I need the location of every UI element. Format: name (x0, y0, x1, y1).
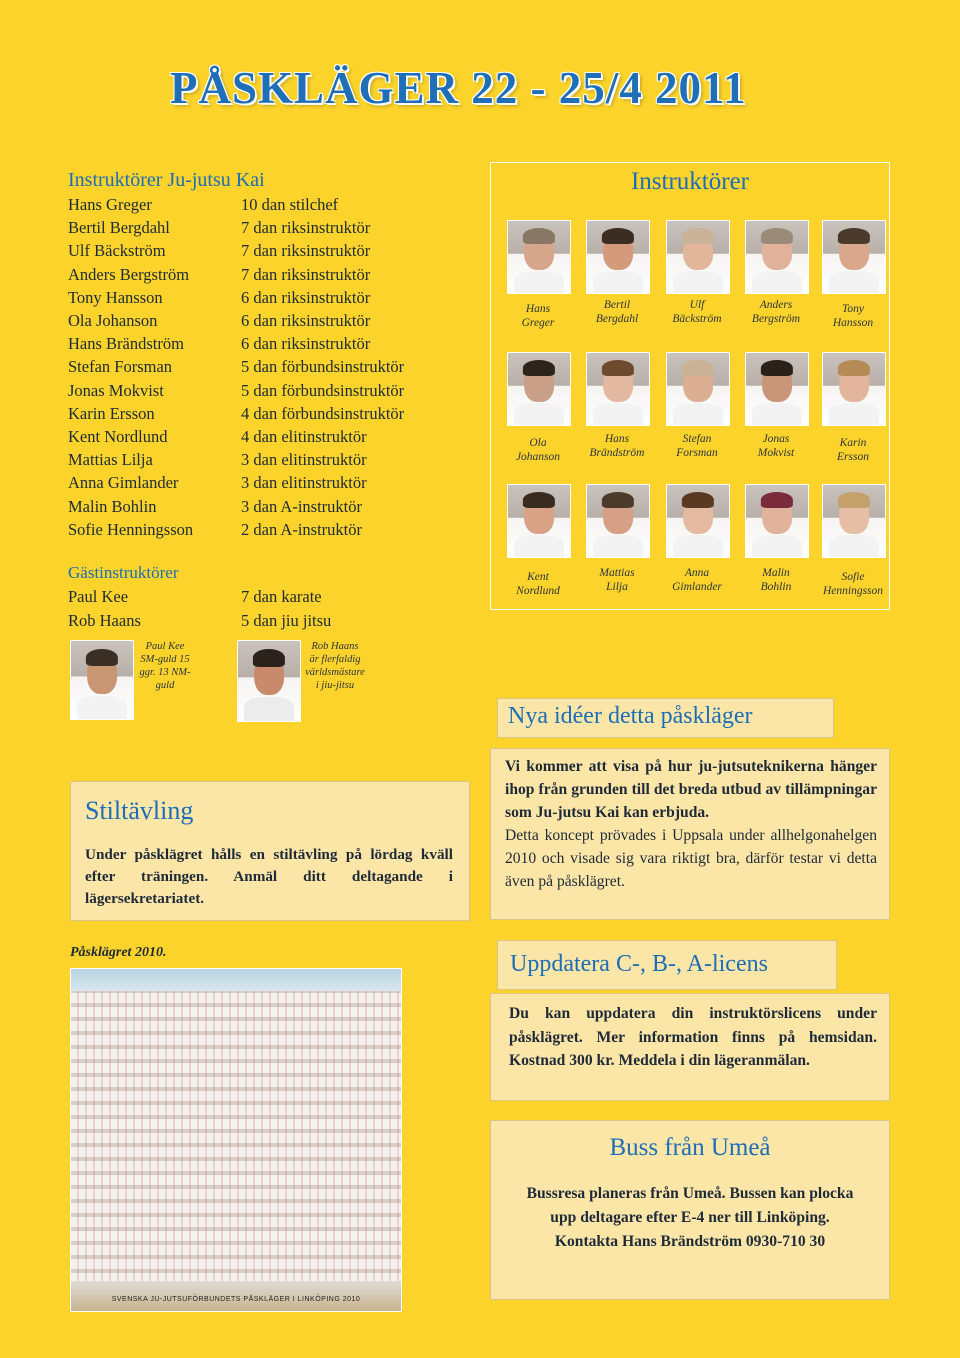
roster-row (68, 495, 488, 518)
instructor-rank: 3 dan A-instruktör (241, 496, 362, 516)
nya-ideer-box (490, 748, 890, 920)
instructor-name: Kent Nordlund (68, 427, 168, 447)
stiltavling-box (70, 781, 470, 921)
instructor-photo (822, 352, 886, 426)
instructor-rank: 7 dan riksinstruktör (241, 218, 371, 238)
instructor-rank: 7 dan riksinstruktör (241, 264, 371, 284)
guest-rank: 7 dan karate (241, 587, 322, 606)
instructor-name: Mattias Lilja (68, 450, 153, 470)
roster-row (68, 355, 488, 378)
instructor-name: Jonas Mokvist (68, 380, 164, 400)
instructors-panel-heading: Instruktörer (630, 168, 750, 195)
roster-row (68, 332, 488, 355)
instructor-photo (666, 220, 730, 294)
buss-box (490, 1120, 890, 1300)
buss-text: Bussresa planeras från Umeå. Bussen kan plocka upp deltagare efter E-4 ner till Linköping. (526, 1185, 854, 1226)
instructor-photo-caption: Mattias Lilja (599, 567, 635, 593)
instructor-photo (586, 352, 650, 426)
instructor-photo-caption: Anna Gimlander (672, 567, 722, 593)
instructor-rank: 3 dan elitinstruktör (241, 450, 367, 470)
instructor-photo (666, 484, 730, 558)
buss-contact: Kontakta Hans Brändström 0930-710 30 (554, 1233, 826, 1250)
instructor-name: Ulf Bäckström (68, 241, 166, 261)
group-photo-caption: Påsklägret 2010. (70, 945, 167, 960)
instructor-photo-caption: Karin Ersson (837, 437, 869, 463)
roster-row (68, 448, 488, 471)
instructor-roster (68, 167, 488, 541)
instructor-photo-caption: Stefan Forsman (676, 433, 718, 459)
instructor-name: Hans Greger (68, 195, 152, 214)
guest-row (68, 609, 488, 633)
nya-ideer-lead: Vi kommer att visa på hur ju-jutsuteknikerna hänger ihop från grunden till det breda utbud av tillämpningar som Ju-jutsu Kai kan erbjuda. (505, 758, 877, 821)
instructor-name: Bertil Bergdahl (68, 218, 170, 238)
instructor-photo (745, 352, 809, 426)
nya-ideer-title: Nya idéer detta påskläger (508, 703, 753, 729)
roster-row (68, 263, 488, 286)
instructor-photo-caption: Bertil Bergdahl (595, 299, 639, 325)
instructor-name: Tony Hansson (68, 287, 163, 307)
roster-row (68, 471, 488, 494)
roster-row (68, 193, 488, 216)
instructor-name: Sofie Henningsson (68, 519, 194, 539)
stiltavling-title: Stiltävling (85, 796, 194, 825)
roster-heading: Instruktörer Ju-jutsu Kai (68, 169, 265, 191)
guest-instructors (68, 561, 488, 633)
instructor-name: Karin Ersson (68, 403, 155, 423)
licens-text: Du kan uppdatera din instruktörslicens under påsklägret. Mer information finns på hemsidan. Kostnad 300 kr. Meddela i din lägeranmälan. (509, 1005, 877, 1069)
instructor-photo (507, 484, 571, 558)
licens-title-box (497, 940, 837, 990)
guest-row (68, 585, 488, 609)
roster-row (68, 518, 488, 541)
nya-ideer-title-box (497, 698, 834, 738)
guest-name: Rob Haans (68, 611, 141, 630)
instructor-photo-caption: Malin Bohlin (760, 567, 792, 593)
roster-row (68, 286, 488, 309)
instructor-photo-caption: Hans Brändström (589, 433, 645, 459)
roster-row (68, 379, 488, 402)
roster-row (68, 216, 488, 239)
instructor-photo (507, 352, 571, 426)
instructor-name: Anna Gimlander (68, 473, 179, 493)
roster-row (68, 402, 488, 425)
guest-rank: 5 dan jiu jitsu (241, 611, 332, 630)
guest-heading: Gästinstruktörer (68, 563, 179, 582)
instructor-photo (822, 220, 886, 294)
instructor-rank: 6 dan riksinstruktör (241, 311, 371, 331)
instructor-photo (586, 220, 650, 294)
licens-title: Uppdatera C-, B-, A-licens (510, 951, 768, 977)
instructor-rank: 3 dan elitinstruktör (241, 473, 367, 493)
instructor-rank: 7 dan riksinstruktör (241, 241, 371, 261)
instructor-photo (586, 484, 650, 558)
instructor-photo-caption: Jonas Mokvist (757, 433, 795, 459)
instructor-photo-caption: Ola Johanson (515, 437, 561, 463)
instructor-rank: 5 dan förbundsinstruktör (241, 357, 405, 377)
instructor-photo-caption: Sofie Henningsson (822, 571, 884, 597)
instructor-rank: 4 dan elitinstruktör (241, 427, 367, 447)
group-photo-banner: SVENSKA JU-JUTSUFÖRBUNDETS PÅSKLÄGER I LINKÖPING 2010 (111, 1296, 361, 1303)
instructor-photo-caption: Tony Hansson (832, 303, 874, 329)
roster-row (68, 239, 488, 262)
instructor-photo-caption: Kent Nordlund (516, 571, 560, 597)
buss-title: Buss från Umeå (609, 1134, 771, 1161)
guest-name: Paul Kee (68, 587, 129, 606)
instructor-name: Hans Brändström (68, 334, 184, 354)
stiltavling-text: Under påsklägret hålls en stiltävling på lördag kväll efter träningen. Anmäl ditt deltagande i lägersekretariatet. (85, 846, 453, 907)
licens-box (490, 993, 890, 1101)
instructor-name: Malin Bohlin (68, 496, 157, 516)
instructor-rank: 6 dan riksinstruktör (241, 287, 371, 307)
instructor-name: Stefan Forsman (68, 357, 173, 377)
nya-ideer-text: Detta koncept prövades i Uppsala under allhelgonahelgen 2010 och visade sig vara riktigt bra, därför testar vi detta även på påsklägret. (505, 827, 877, 890)
instructor-name: Ola Johanson (68, 311, 158, 331)
paul-kee-caption: Paul Kee SM-guld 15 ggr. 13 NM- guld (139, 641, 191, 691)
instructor-name: Anders Bergström (68, 264, 190, 284)
group-photo (70, 968, 402, 1312)
instructor-photo (745, 220, 809, 294)
instructor-photo-caption: Anders Bergström (751, 299, 801, 325)
paul-kee-photo (70, 640, 134, 720)
instructor-rank: 4 dan förbundsinstruktör (241, 403, 405, 423)
instructor-photo (666, 352, 730, 426)
instructor-rank: 2 dan A-instruktör (241, 519, 362, 539)
instructor-photo (507, 220, 571, 294)
instructor-photo (822, 484, 886, 558)
roster-row (68, 425, 488, 448)
instructor-rank: 10 dan stilchef (241, 195, 339, 214)
instructor-photo-caption: Hans Greger (521, 303, 555, 329)
page-title: PÅSKLÄGER 22 - 25/4 2011 (170, 63, 747, 113)
rob-haans-photo (237, 640, 301, 722)
instructor-photo-caption: Ulf Bäckström (672, 299, 722, 325)
instructor-rank: 6 dan riksinstruktör (241, 334, 371, 354)
roster-row (68, 309, 488, 332)
rob-haans-caption: Rob Haans är flerfaldig världsmästare i jiu-jitsu (305, 641, 365, 691)
instructor-rank: 5 dan förbundsinstruktör (241, 380, 405, 400)
instructor-photo (745, 484, 809, 558)
